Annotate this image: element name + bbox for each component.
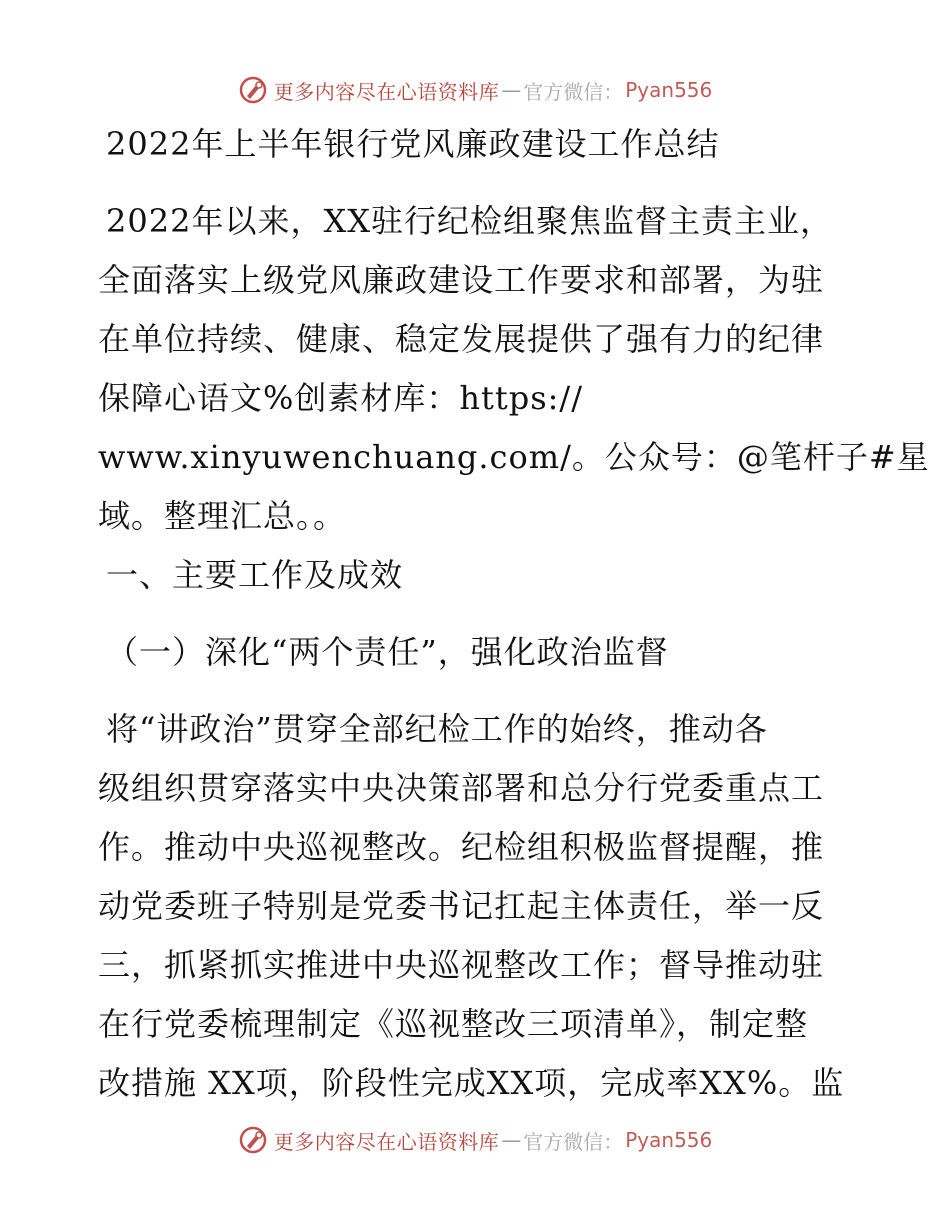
body-line: 级组织贯穿落实中央决策部署和总分行党委重点工 [98, 769, 825, 807]
body-line: 改措施 XX项，阶段性完成XX项，完成率XX%。监 [98, 1064, 845, 1102]
watermark-dash: — [501, 1128, 522, 1152]
intro-line: 在单位持续、健康、稳定发展提供了强有力的纪律 [98, 320, 825, 358]
body-line: 三，抓紧抓实推进中央巡视整改工作；督导推动驻 [98, 946, 825, 984]
intro-line: 2022年以来，XX驻行纪检组聚焦监督主责主业， [106, 202, 834, 240]
intro-line: 域。整理汇总。。 [98, 497, 347, 535]
pen-logo-icon [238, 75, 268, 105]
body-line: 将“讲政治”贯穿全部纪检工作的始终，推动各 [106, 710, 768, 748]
watermark-brand: 更多内容尽在心语资料库 [273, 79, 500, 104]
body-line: 在行党委梳理制定《巡视整改三项清单》，制定整 [98, 1005, 809, 1043]
watermark-header [0, 70, 950, 110]
intro-line: www.xinyuwenchuang.com/。公众号：@笔杆子#星 [98, 438, 930, 476]
section-heading: 一、主要工作及成效 [106, 556, 404, 594]
body-line: 动党委班子特别是党委书记扛起主体责任，举一反 [98, 887, 825, 925]
body-paragraph [98, 709, 853, 1103]
watermark-wechat-label: 官方微信： [523, 1129, 624, 1154]
body-line: 作。推动中央巡视整改。纪检组积极监督提醒，推 [98, 828, 825, 866]
document-body [98, 124, 930, 1122]
watermark-wechat-label: 官方微信： [523, 79, 624, 104]
watermark-wechat-id: Pyan556 [625, 78, 713, 102]
subsection-heading: （一）深化“两个责任”，强化政治监督 [106, 633, 669, 671]
intro-line: 全面落实上级党风廉政建设工作要求和部署，为驻 [98, 261, 825, 299]
watermark-wechat-id: Pyan556 [625, 1128, 713, 1152]
document-title: 2022年上半年银行党风廉政建设工作总结 [106, 125, 720, 163]
intro-paragraph [98, 201, 930, 536]
intro-line: 保障心语文%创素材库：https:// [98, 379, 583, 417]
watermark-dash: — [501, 78, 522, 102]
watermark-brand: 更多内容尽在心语资料库 [273, 1129, 500, 1154]
pen-logo-icon [238, 1125, 268, 1155]
watermark-footer [0, 1120, 950, 1160]
